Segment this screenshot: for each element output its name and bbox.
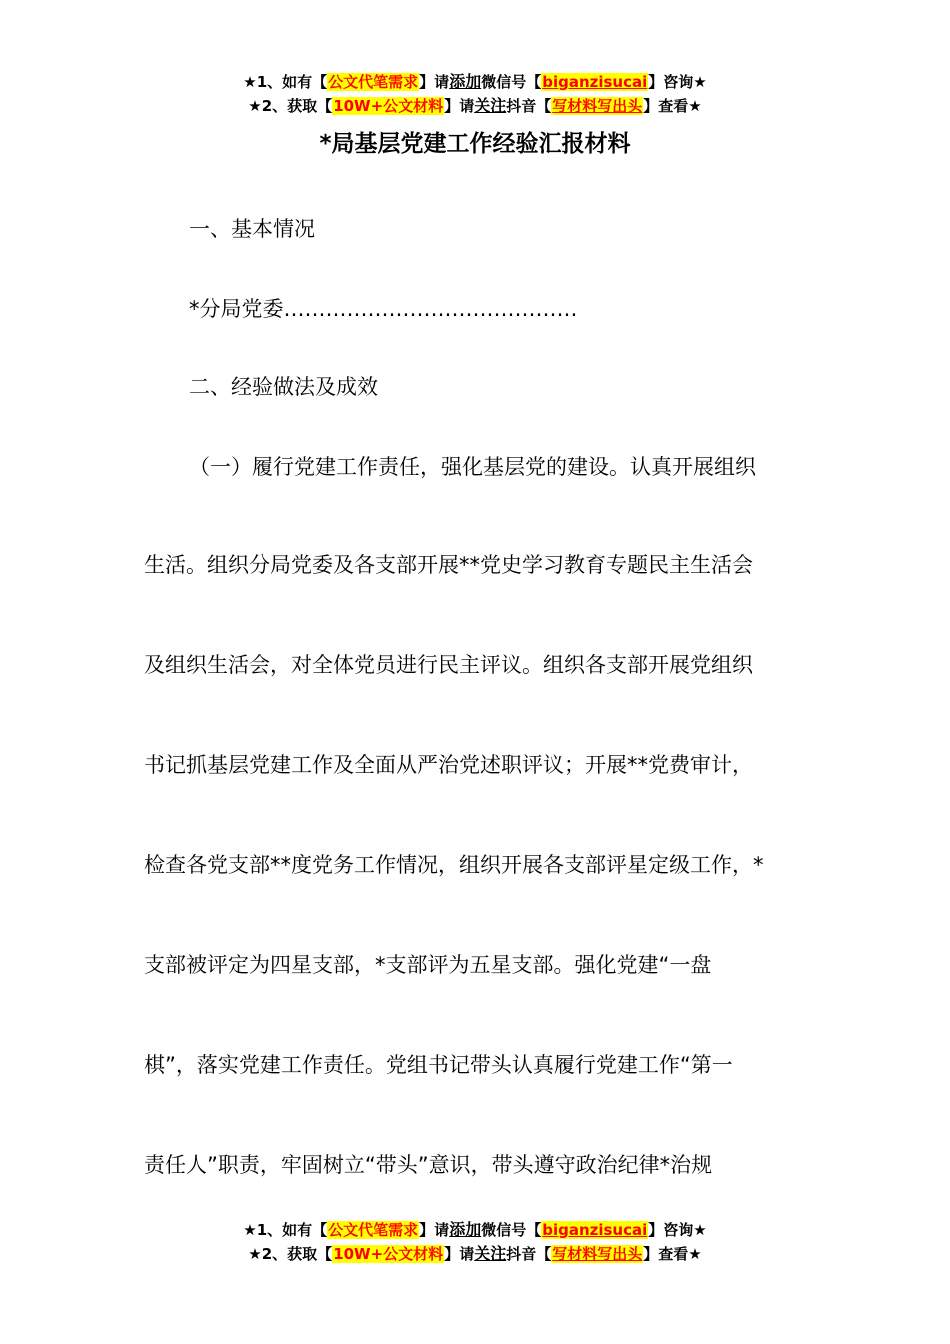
- highlight-materials: 10W+公文材料: [333, 97, 444, 115]
- banner-text: 】请: [419, 73, 450, 91]
- banner-text: 】请: [444, 97, 475, 115]
- highlight-service: 公文代笔需求: [328, 1221, 419, 1239]
- banner-text: ★1、如有【: [243, 73, 328, 91]
- section-heading: 二、经验做法及成效: [189, 375, 378, 399]
- highlight-service: 公文代笔需求: [328, 73, 419, 91]
- banner-text: ★2、获取【: [248, 1245, 333, 1263]
- emphasis-text: 添加: [449, 1220, 482, 1239]
- paragraph-line: 书记抓基层党建工作及全面从严治党述职评议；开展**党费审计，: [144, 753, 753, 777]
- highlight-materials: 10W+公文材料: [333, 1245, 444, 1263]
- section-heading: 一、基本情况: [189, 217, 315, 241]
- highlight-douyin-name: 写材料写出头: [552, 97, 643, 115]
- banner-line-1: [0, 70, 950, 94]
- banner-text: 】咨询★: [648, 73, 707, 91]
- highlight-wechat-id: biganzisucai: [542, 73, 648, 91]
- banner-line-1: [0, 1218, 950, 1242]
- paragraph-line: 及组织生活会，对全体党员进行民主评议。组织各支部开展党组织: [144, 653, 753, 677]
- banner-text: 】查看★: [643, 1245, 702, 1263]
- banner-line-2: [0, 94, 950, 118]
- banner-text: ★1、如有【: [243, 1221, 328, 1239]
- banner-line-2: [0, 1242, 950, 1266]
- banner-text: 】请: [444, 1245, 475, 1263]
- banner-text: 微信号【: [481, 1221, 542, 1239]
- header-banner: [0, 70, 950, 118]
- paragraph-line: 检查各党支部**度党务工作情况，组织开展各支部评星定级工作，*: [144, 853, 764, 877]
- banner-text: 】咨询★: [648, 1221, 707, 1239]
- banner-text: 】请: [419, 1221, 450, 1239]
- emphasis-text: 关注: [474, 1244, 507, 1263]
- banner-text: 抖音【: [506, 97, 552, 115]
- paragraph-line: 责任人”职责，牢固树立“带头”意识，带头遵守政治纪律*治规: [144, 1153, 713, 1177]
- banner-text: ★2、获取【: [248, 97, 333, 115]
- emphasis-text: 关注: [474, 96, 507, 115]
- paragraph-line: 生活。组织分局党委及各支部开展**党史学习教育专题民主生活会: [144, 553, 753, 577]
- banner-text: 】查看★: [643, 97, 702, 115]
- banner-text: 抖音【: [506, 1245, 552, 1263]
- paragraph-line: （一）履行党建工作责任，强化基层党的建设。认真开展组织: [189, 455, 756, 479]
- footer-banner: [0, 1218, 950, 1266]
- emphasis-text: 添加: [449, 72, 482, 91]
- document-title: *局基层党建工作经验汇报材料: [319, 131, 631, 157]
- paragraph-line: 棋”，落实党建工作责任。党组书记带头认真履行党建工作“第一: [144, 1053, 733, 1077]
- highlight-wechat-id: biganzisucai: [542, 1221, 648, 1239]
- banner-text: 微信号【: [481, 73, 542, 91]
- paragraph-line: *分局党委……………………………………: [189, 297, 578, 321]
- highlight-douyin-name: 写材料写出头: [552, 1245, 643, 1263]
- paragraph-line: 支部被评定为四星支部，*支部评为五星支部。强化党建“一盘: [144, 953, 712, 977]
